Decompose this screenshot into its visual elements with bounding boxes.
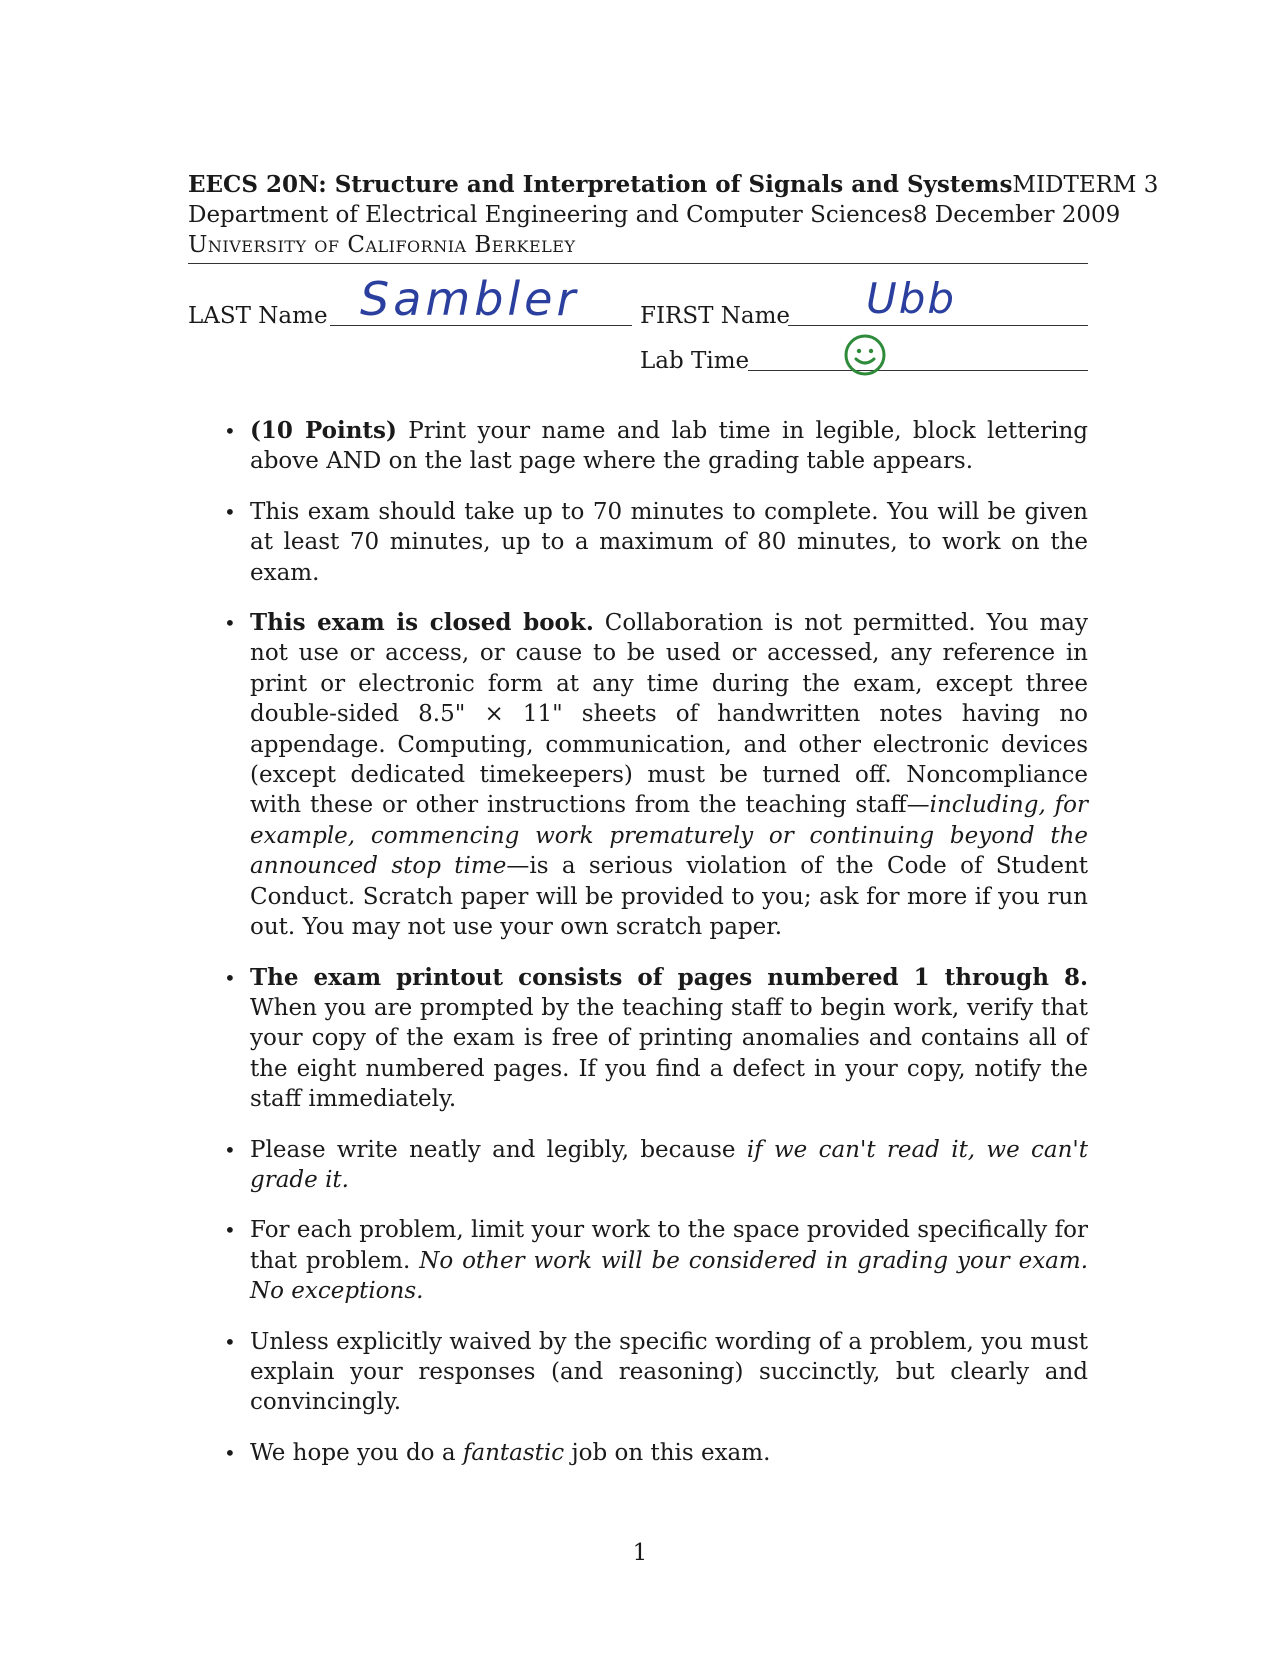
- exam-title: MIDTERM 3: [1012, 172, 1159, 198]
- first-name-line[interactable]: [788, 325, 1088, 326]
- header-divider: [188, 263, 1088, 264]
- instruction-text: —is a serious violation of the Code of Student Conduct. Scratch paper will be provided to you; ask for more if you run out. You may not use your own scratch paper.: [250, 853, 1088, 941]
- header-row-department: [188, 200, 1121, 230]
- instruction-text: This exam should take up to 70 minutes to complete. You will be given at least 70 minutes, up to a maximum of 80 minutes, to work on the exam.: [250, 498, 1088, 586]
- bullet-icon: •: [224, 419, 236, 443]
- list-item: [220, 1438, 1088, 1468]
- instruction-text: Collaboration is not permitted. You may not use or access, or cause to be used or accessed, any reference in print or electronic form at any time during the exam, except three double-sided 8.5" × 11" sheets of handwritten notes having no appendage. Computing, communication, and other electronic devices (except dedicated timekeepers) must be turned off. Noncompliance with these or other instructions from the teaching staff—: [250, 610, 1088, 819]
- list-item: [220, 1327, 1088, 1418]
- bullet-icon: •: [224, 965, 236, 990]
- instruction-emphasis: including, for example, commencing work prematurely or continuing beyond the announced stop time: [250, 792, 1088, 880]
- page-number: 1: [632, 1540, 648, 1566]
- bullet-icon: •: [224, 1137, 236, 1162]
- header-row-course: [188, 170, 1159, 200]
- smiley-face-icon: [842, 332, 888, 378]
- first-name-label: FIRST Name: [640, 303, 791, 329]
- department: Department of Electrical Engineering and Computer Sciences: [188, 202, 913, 228]
- list-item: [220, 497, 1088, 588]
- bullet-icon: •: [224, 611, 236, 636]
- exam-date: 8 December 2009: [912, 202, 1121, 228]
- list-item: [220, 963, 1088, 1115]
- instruction-emphasis: fantastic: [462, 1439, 565, 1466]
- page-count-note: The exam printout consists of pages numbered 1 through 8.: [250, 963, 1088, 991]
- points-note: (10 Points): [250, 417, 397, 444]
- list-item: [220, 416, 1088, 477]
- first-name-handwriting: Ubb: [866, 274, 957, 323]
- instruction-text: job on this exam.: [564, 1439, 771, 1466]
- instruction-text: Unless explicitly waived by the specific wording of a problem, you must explain your responses (and reasoning) succinctly, but clearly and convincingly.: [250, 1328, 1088, 1416]
- lab-time-label: Lab Time: [640, 348, 750, 374]
- instruction-emphasis: No other work will be considered in grading your exam. No exceptions.: [250, 1247, 1088, 1305]
- bullet-icon: •: [224, 1329, 236, 1354]
- last-name-label: LAST Name: [188, 303, 328, 329]
- lab-time-line[interactable]: [748, 370, 1088, 371]
- bullet-icon: •: [224, 499, 236, 524]
- bullet-icon: •: [224, 1218, 236, 1243]
- list-item: [220, 1215, 1088, 1306]
- instruction-text: Print your name and lab time in legible, block lettering above AND on the last page where the grading table appears.: [250, 418, 1088, 475]
- course-title: EECS 20N: Structure and Interpretation of Signals and Systems: [188, 171, 1013, 198]
- instruction-text: Please write neatly and legibly, because: [250, 1136, 747, 1163]
- list-item: [220, 608, 1088, 942]
- closed-book-note: This exam is closed book.: [250, 609, 594, 637]
- instruction-text: For each problem, limit your work to the space provided specifically for that problem.: [250, 1217, 1088, 1274]
- list-item: [220, 1135, 1088, 1196]
- instruction-text: We hope you do a: [250, 1439, 463, 1466]
- instructions-list: [220, 416, 1088, 1488]
- instruction-text: When you are prompted by the teaching staff to begin work, verify that your copy of the exam is free of printing anomalies and contains all of the eight numbered pages. If you find a defect in your copy, notify the staff immediately.: [250, 994, 1088, 1113]
- header-row-university: [188, 230, 1088, 260]
- bullet-icon: •: [224, 1440, 236, 1465]
- instruction-emphasis: if we can't read it, we can't grade it.: [250, 1136, 1089, 1193]
- last-name-handwriting: Sambler: [360, 272, 580, 326]
- university: University of California Berkeley: [188, 232, 576, 258]
